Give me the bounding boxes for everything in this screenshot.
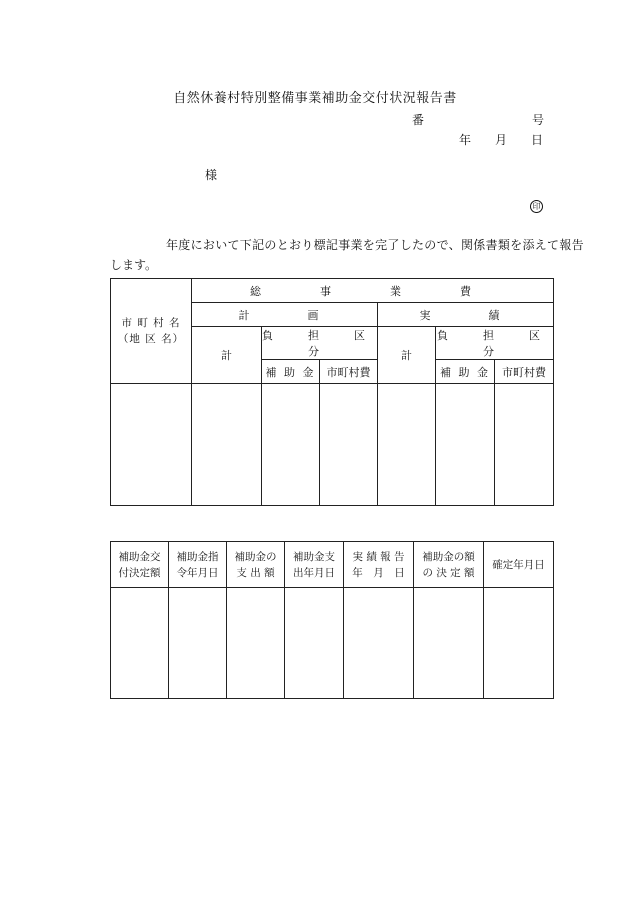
cell-plan-total[interactable] <box>192 384 262 506</box>
cell-report-date[interactable] <box>344 588 414 699</box>
subsidy-status-table <box>110 541 554 699</box>
cell-actual-total[interactable] <box>378 384 436 506</box>
plan-municipal-header: 市町村費 <box>320 360 378 384</box>
document-date <box>459 131 543 148</box>
header-subsidy-payment-date: 補助金支 出年月日 <box>285 542 344 588</box>
header-confirmation-date: 確定年月日 <box>484 542 554 588</box>
cell-plan-subsidy[interactable] <box>262 384 320 506</box>
actual-municipal-header: 市町村費 <box>495 360 554 384</box>
actual-total-header: 計 <box>378 327 436 384</box>
plan-subsidy-header: 補 助 金 <box>262 360 320 384</box>
cost-table <box>110 278 575 506</box>
body-text-line2: します。 <box>110 258 158 272</box>
header-report-date: 実 績 報 告 年 月 日 <box>344 542 414 588</box>
municipality-header: 市 町 村 名 （地 区 名） <box>111 279 192 384</box>
date-day: 日 <box>531 133 544 147</box>
cell-order-date[interactable] <box>169 588 227 699</box>
table-row <box>111 384 554 506</box>
cell-municipality[interactable] <box>111 384 192 506</box>
header-subsidy-decision-amount: 補助金交 付決定額 <box>111 542 169 588</box>
cell-payment-date[interactable] <box>285 588 344 699</box>
table-row <box>111 588 554 699</box>
document-number-suffix: 号 <box>532 113 545 127</box>
header-subsidy-order-date: 補助金指 令年月日 <box>169 542 227 588</box>
cell-actual-subsidy[interactable] <box>436 384 495 506</box>
total-cost-header: 総 事 業 費 <box>192 279 554 303</box>
cell-final-amount[interactable] <box>414 588 484 699</box>
cell-actual-municipal[interactable] <box>495 384 554 506</box>
seal-mark: 印 <box>530 200 543 213</box>
plan-burden-header: 負 担 区 分 <box>262 327 378 360</box>
cell-plan-municipal[interactable] <box>320 384 378 506</box>
body-text-line1: 年度において下記のとおり標記事業を完了したので、関係書類を添えて報告 <box>166 238 584 252</box>
date-year: 年 <box>459 133 472 147</box>
cell-payment-amount[interactable] <box>227 588 285 699</box>
actual-subsidy-header: 補 助 金 <box>436 360 495 384</box>
document-title: 自然休養村特別整備事業補助金交付状況報告書 <box>173 91 457 106</box>
cell-confirmation-date[interactable] <box>484 588 554 699</box>
actual-header: 実 績 <box>378 303 554 327</box>
plan-header: 計 画 <box>192 303 378 327</box>
document-number-label: 番 <box>412 113 425 127</box>
actual-burden-header: 負 担 区 分 <box>436 327 554 360</box>
cell-decision-amount[interactable] <box>111 588 169 699</box>
plan-total-header: 計 <box>192 327 262 384</box>
header-final-amount: 補助金の額 の 決 定 額 <box>414 542 484 588</box>
date-month: 月 <box>495 133 508 147</box>
header-subsidy-payment-amount: 補助金の 支 出 額 <box>227 542 285 588</box>
addressee-suffix: 様 <box>205 168 218 182</box>
